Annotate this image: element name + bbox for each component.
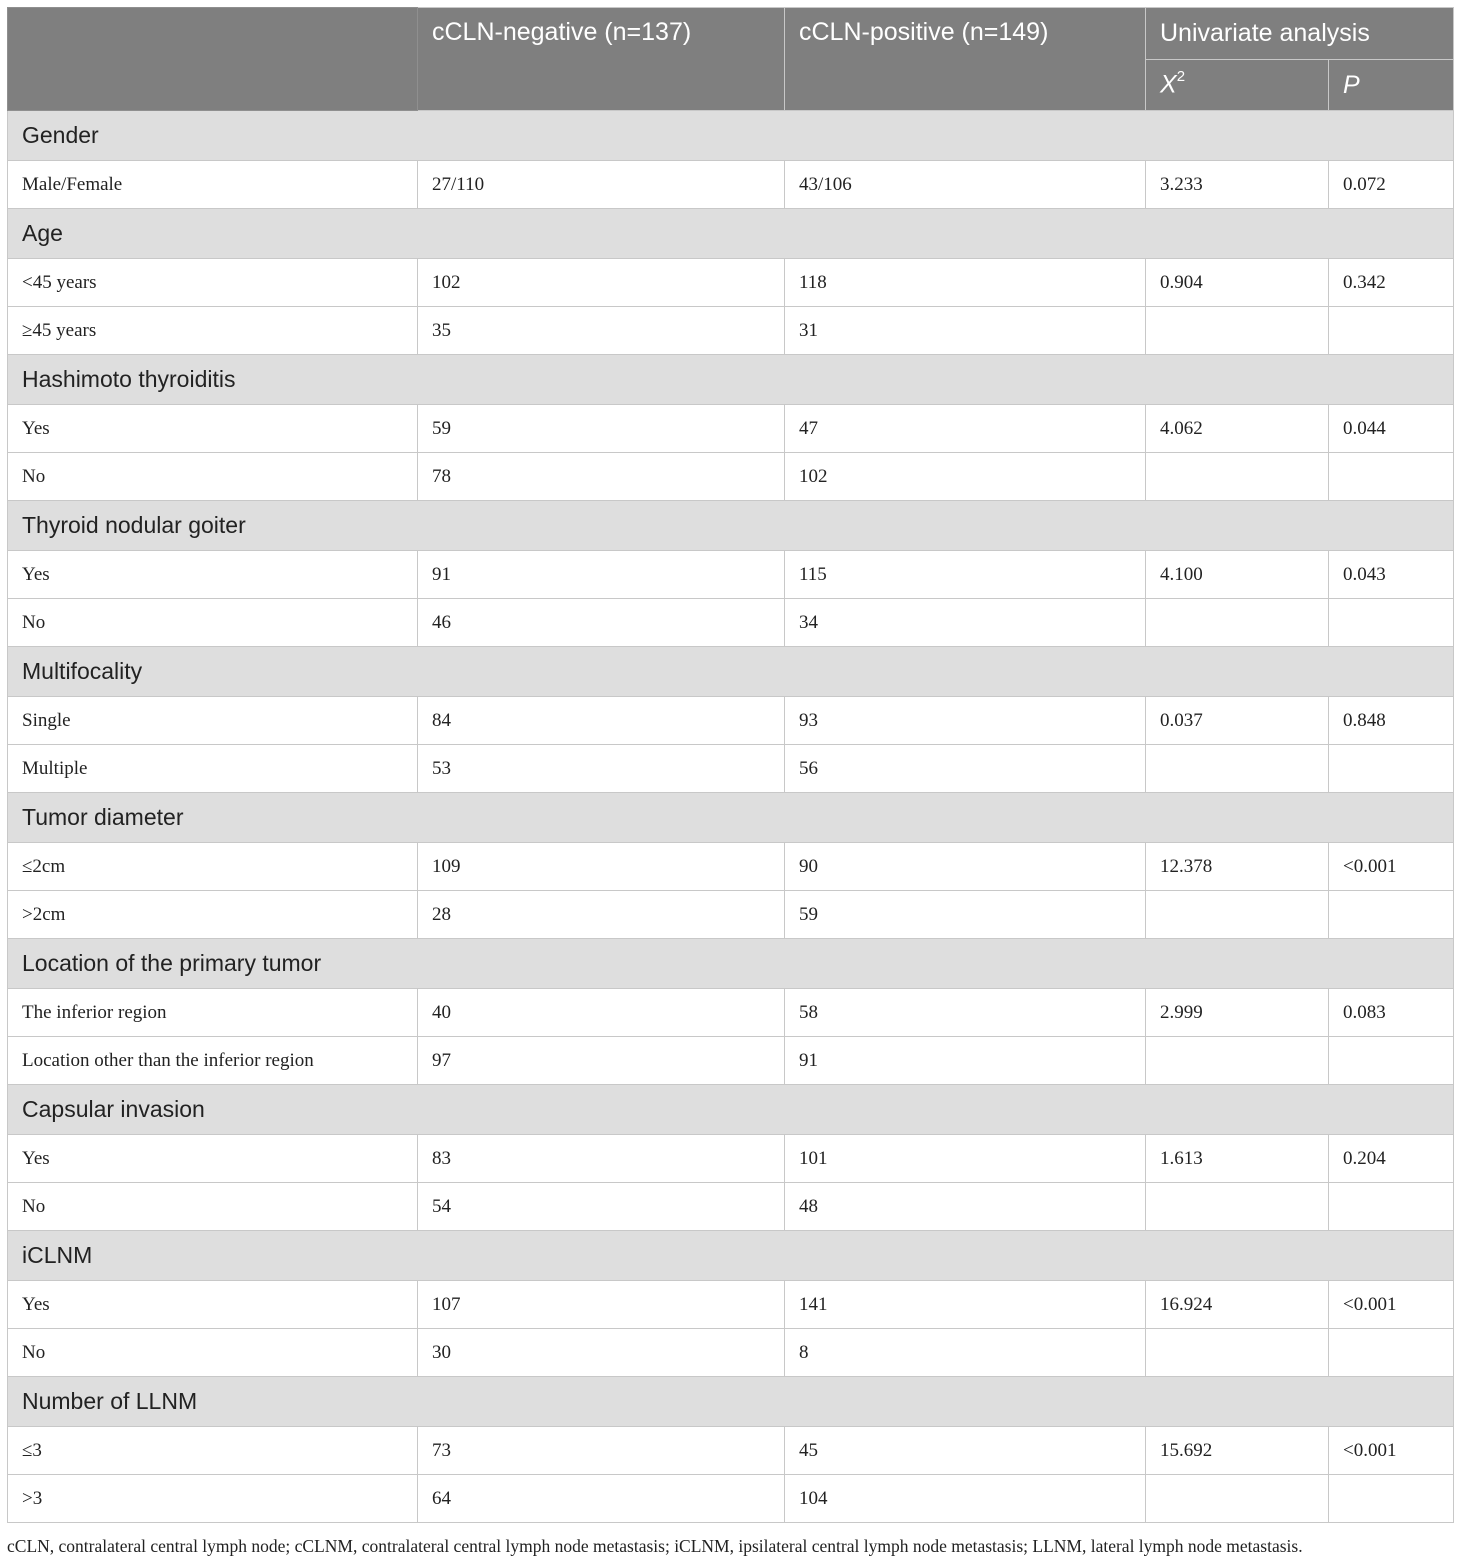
chi-square-cell: 4.100 xyxy=(1146,551,1329,599)
cln-positive-cell: 58 xyxy=(785,989,1146,1037)
group-title: Location of the primary tumor xyxy=(8,939,1454,989)
chi-square-cell: 2.999 xyxy=(1146,989,1329,1037)
table-row xyxy=(8,891,1454,939)
cln-positive-cell: 102 xyxy=(785,453,1146,501)
cln-negative-cell: 35 xyxy=(418,307,785,355)
group-title: Number of LLNM xyxy=(8,1377,1454,1427)
cln-negative-cell: 28 xyxy=(418,891,785,939)
group-title: Gender xyxy=(8,111,1454,161)
cln-positive-cell: 115 xyxy=(785,551,1146,599)
row-label-cell: Male/Female xyxy=(8,161,418,209)
header-p-value xyxy=(1329,60,1454,111)
cln-positive-cell: 34 xyxy=(785,599,1146,647)
table-row xyxy=(8,745,1454,793)
p-value-cell xyxy=(1329,1183,1454,1231)
cln-positive-cell: 59 xyxy=(785,891,1146,939)
chi-square-cell xyxy=(1146,891,1329,939)
table-header xyxy=(8,8,1454,111)
table-row xyxy=(8,1183,1454,1231)
row-label-cell: Yes xyxy=(8,1135,418,1183)
p-value-cell: 0.342 xyxy=(1329,259,1454,307)
row-label-cell: Location other than the inferior region xyxy=(8,1037,418,1085)
row-label-cell: Yes xyxy=(8,1281,418,1329)
chi-square-cell: 0.037 xyxy=(1146,697,1329,745)
table-row xyxy=(8,1329,1454,1377)
p-value-cell xyxy=(1329,891,1454,939)
header-cln-positive: cCLN-positive (n=149) xyxy=(785,8,1146,111)
table-row xyxy=(8,697,1454,745)
cln-positive-cell: 56 xyxy=(785,745,1146,793)
cln-positive-cell: 8 xyxy=(785,1329,1146,1377)
cln-negative-cell: 91 xyxy=(418,551,785,599)
row-label-cell: <45 years xyxy=(8,259,418,307)
group-header-row xyxy=(8,647,1454,697)
cln-positive-cell: 45 xyxy=(785,1427,1146,1475)
row-label-cell: No xyxy=(8,599,418,647)
p-value-cell: <0.001 xyxy=(1329,843,1454,891)
p-value-cell: 0.848 xyxy=(1329,697,1454,745)
cln-negative-cell: 46 xyxy=(418,599,785,647)
chi-square-superscript: 2 xyxy=(1176,68,1186,86)
cln-negative-cell: 97 xyxy=(418,1037,785,1085)
cln-positive-cell: 141 xyxy=(785,1281,1146,1329)
cln-positive-cell: 43/106 xyxy=(785,161,1146,209)
chi-square-cell xyxy=(1146,599,1329,647)
header-chi-square xyxy=(1146,60,1329,111)
row-label-cell: ≤2cm xyxy=(8,843,418,891)
group-title: iCLNM xyxy=(8,1231,1454,1281)
table-row xyxy=(8,1475,1454,1523)
chi-square-cell: 3.233 xyxy=(1146,161,1329,209)
cln-negative-cell: 83 xyxy=(418,1135,785,1183)
row-label-cell: No xyxy=(8,1183,418,1231)
group-header-row xyxy=(8,1085,1454,1135)
p-value-cell xyxy=(1329,1037,1454,1085)
group-header-row xyxy=(8,1377,1454,1427)
group-title: Thyroid nodular goiter xyxy=(8,501,1454,551)
row-label-cell: ≤3 xyxy=(8,1427,418,1475)
cln-positive-cell: 91 xyxy=(785,1037,1146,1085)
chi-square-cell: 16.924 xyxy=(1146,1281,1329,1329)
table-row xyxy=(8,599,1454,647)
p-value-cell xyxy=(1329,453,1454,501)
cln-negative-cell: 54 xyxy=(418,1183,785,1231)
table-row xyxy=(8,989,1454,1037)
cln-negative-cell: 30 xyxy=(418,1329,785,1377)
cln-negative-cell: 84 xyxy=(418,697,785,745)
header-univariate-analysis: Univariate analysis xyxy=(1146,8,1454,60)
table-row xyxy=(8,259,1454,307)
group-title: Tumor diameter xyxy=(8,793,1454,843)
p-value-cell: <0.001 xyxy=(1329,1281,1454,1329)
cln-positive-cell: 31 xyxy=(785,307,1146,355)
table-row xyxy=(8,453,1454,501)
group-header-row xyxy=(8,1231,1454,1281)
row-label-cell: Yes xyxy=(8,551,418,599)
results-table xyxy=(7,7,1454,1523)
group-header-row xyxy=(8,209,1454,259)
chi-square-cell: 4.062 xyxy=(1146,405,1329,453)
cln-negative-cell: 40 xyxy=(418,989,785,1037)
cln-negative-cell: 59 xyxy=(418,405,785,453)
chi-square-cell xyxy=(1146,1183,1329,1231)
table-row xyxy=(8,307,1454,355)
table-row xyxy=(8,843,1454,891)
row-label-cell: Single xyxy=(8,697,418,745)
chi-square-cell xyxy=(1146,1037,1329,1085)
p-value-cell xyxy=(1329,1475,1454,1523)
group-title: Hashimoto thyroiditis xyxy=(8,355,1454,405)
chi-square-cell: 12.378 xyxy=(1146,843,1329,891)
cln-negative-cell: 102 xyxy=(418,259,785,307)
cln-positive-cell: 101 xyxy=(785,1135,1146,1183)
row-label-cell: Yes xyxy=(8,405,418,453)
chi-square-cell: 0.904 xyxy=(1146,259,1329,307)
table-row xyxy=(8,1037,1454,1085)
group-title: Capsular invasion xyxy=(8,1085,1454,1135)
cln-negative-cell: 64 xyxy=(418,1475,785,1523)
chi-square-cell: 15.692 xyxy=(1146,1427,1329,1475)
p-value-cell: 0.043 xyxy=(1329,551,1454,599)
chi-square-cell xyxy=(1146,307,1329,355)
p-value-cell: <0.001 xyxy=(1329,1427,1454,1475)
table-row xyxy=(8,405,1454,453)
p-value-cell xyxy=(1329,745,1454,793)
row-label-cell: No xyxy=(8,1329,418,1377)
group-header-row xyxy=(8,111,1454,161)
group-header-row xyxy=(8,793,1454,843)
header-blank-cell xyxy=(8,8,418,111)
p-value-cell xyxy=(1329,1329,1454,1377)
header-cln-negative: cCLN-negative (n=137) xyxy=(418,8,785,111)
p-value-cell: 0.083 xyxy=(1329,989,1454,1037)
group-title: Age xyxy=(8,209,1454,259)
row-label-cell: >2cm xyxy=(8,891,418,939)
p-symbol: P xyxy=(1343,70,1360,99)
row-label-cell: >3 xyxy=(8,1475,418,1523)
table-footnote: cCLN, contralateral central lymph node; cCLNM, contralateral central lymph node metastasis; iCLNM, ipsilateral central lymph node metastasis; LLNM, lateral lymph node metastasis. xyxy=(7,1536,1303,1556)
p-value-cell: 0.044 xyxy=(1329,405,1454,453)
cln-negative-cell: 73 xyxy=(418,1427,785,1475)
table-row xyxy=(8,161,1454,209)
table-row xyxy=(8,551,1454,599)
chi-square-cell: 1.613 xyxy=(1146,1135,1329,1183)
row-label-cell: ≥45 years xyxy=(8,307,418,355)
group-title: Multifocality xyxy=(8,647,1454,697)
table-body xyxy=(8,111,1454,1523)
cln-negative-cell: 27/110 xyxy=(418,161,785,209)
cln-negative-cell: 78 xyxy=(418,453,785,501)
cln-negative-cell: 107 xyxy=(418,1281,785,1329)
cln-positive-cell: 93 xyxy=(785,697,1146,745)
row-label-cell: The inferior region xyxy=(8,989,418,1037)
row-label-cell: No xyxy=(8,453,418,501)
table-row xyxy=(8,1135,1454,1183)
chi-square-cell xyxy=(1146,453,1329,501)
chi-square-cell xyxy=(1146,1329,1329,1377)
p-value-cell: 0.204 xyxy=(1329,1135,1454,1183)
row-label-cell: Multiple xyxy=(8,745,418,793)
chi-square-symbol: X xyxy=(1160,70,1177,99)
chi-square-cell xyxy=(1146,1475,1329,1523)
cln-positive-cell: 47 xyxy=(785,405,1146,453)
table-row xyxy=(8,1427,1454,1475)
cln-positive-cell: 104 xyxy=(785,1475,1146,1523)
table-row xyxy=(8,1281,1454,1329)
cln-positive-cell: 118 xyxy=(785,259,1146,307)
group-header-row xyxy=(8,939,1454,989)
group-header-row xyxy=(8,501,1454,551)
chi-square-cell xyxy=(1146,745,1329,793)
cln-positive-cell: 90 xyxy=(785,843,1146,891)
cln-positive-cell: 48 xyxy=(785,1183,1146,1231)
p-value-cell: 0.072 xyxy=(1329,161,1454,209)
p-value-cell xyxy=(1329,307,1454,355)
p-value-cell xyxy=(1329,599,1454,647)
cln-negative-cell: 53 xyxy=(418,745,785,793)
cln-negative-cell: 109 xyxy=(418,843,785,891)
group-header-row xyxy=(8,355,1454,405)
